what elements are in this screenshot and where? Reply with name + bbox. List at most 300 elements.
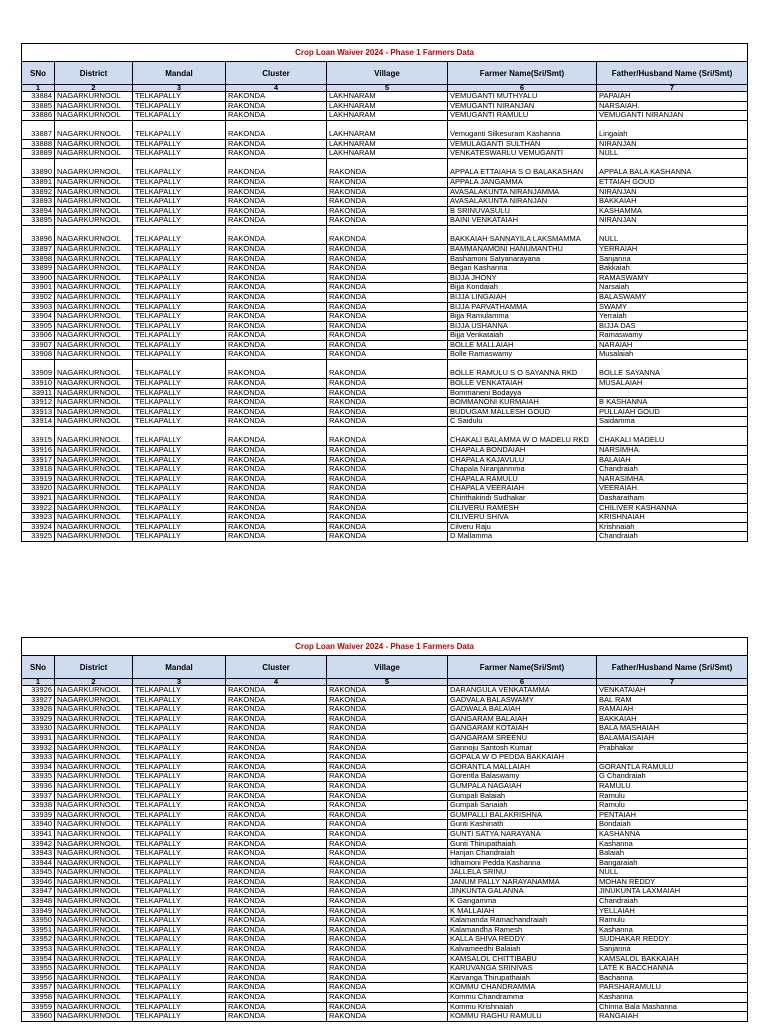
cell-sno: 33899 [22, 264, 55, 274]
cell-village: RAKONDA [327, 312, 448, 322]
cell-father-husband-name: Musalaiah [597, 350, 748, 360]
cell-village: RAKONDA [327, 791, 448, 801]
cell-mandal: TELKAPALLY [133, 350, 226, 360]
cell-sno: 33934 [22, 762, 55, 772]
col-number: 2 [55, 679, 133, 686]
cell-cluster: RAKONDA [226, 503, 327, 513]
cell-mandal: TELKAPALLY [133, 331, 226, 341]
cell-cluster: RAKONDA [226, 993, 327, 1003]
cell-mandal: TELKAPALLY [133, 197, 226, 207]
cell-mandal: TELKAPALLY [133, 407, 226, 417]
cell-sno: 33938 [22, 801, 55, 811]
table-row [22, 522, 748, 532]
cell-sno: 33907 [22, 340, 55, 350]
cell-father-husband-name: Chandraiah [597, 897, 748, 907]
cell-mandal: TELKAPALLY [133, 484, 226, 494]
cell-sno: 33956 [22, 973, 55, 983]
cell-cluster: RAKONDA [226, 273, 327, 283]
cell-village: LAKHNARAM [327, 92, 448, 102]
table-row [22, 244, 748, 254]
cell-farmer-name: AVASALAKUNTA NIRANJAN [448, 197, 597, 207]
cell-cluster: RAKONDA [226, 417, 327, 427]
table-row [22, 849, 748, 859]
cell-father-husband-name: VENKATAIAH [597, 686, 748, 696]
column-number-row [22, 85, 748, 92]
cell-village: RAKONDA [327, 801, 448, 811]
cell-farmer-name: GANGARAM SREENU [448, 733, 597, 743]
cell-father-husband-name: KASHANNA [597, 829, 748, 839]
cell-cluster: RAKONDA [226, 111, 327, 121]
cell-father-husband-name: GORANTLA RAMULU [597, 762, 748, 772]
cell-village: RAKONDA [327, 897, 448, 907]
table-row [22, 417, 748, 427]
cell-mandal: TELKAPALLY [133, 465, 226, 475]
cell-village: RAKONDA [327, 887, 448, 897]
cell-district: NAGARKURNOOL [55, 388, 133, 398]
cell-sno: 33927 [22, 695, 55, 705]
cell-farmer-name: Gumpali Balaiah [448, 791, 597, 801]
cell-father-husband-name: NULL [597, 868, 748, 878]
cell-district: NAGARKURNOOL [55, 925, 133, 935]
table-row [22, 484, 748, 494]
cell-village: RAKONDA [327, 772, 448, 782]
cell-father-husband-name: Ramulu [597, 791, 748, 801]
table-row [22, 791, 748, 801]
cell-village: RAKONDA [327, 388, 448, 398]
cell-district: NAGARKURNOOL [55, 772, 133, 782]
col-header-mandal: Mandal [133, 656, 226, 679]
cell-farmer-name: Kommu Chandramma [448, 993, 597, 1003]
cell-sno: 33901 [22, 283, 55, 293]
cell-village: RAKONDA [327, 331, 448, 341]
col-number: 2 [55, 85, 133, 92]
cell-cluster: RAKONDA [226, 120, 327, 139]
table-row [22, 494, 748, 504]
cell-sno: 33935 [22, 772, 55, 782]
cell-cluster: RAKONDA [226, 446, 327, 456]
cell-mandal: TELKAPALLY [133, 225, 226, 244]
table-row [22, 906, 748, 916]
cell-sno: 33943 [22, 849, 55, 859]
cell-sno: 33929 [22, 714, 55, 724]
cell-district: NAGARKURNOOL [55, 513, 133, 523]
table-row [22, 158, 748, 177]
cell-father-husband-name: PARSHARAMULU [597, 983, 748, 993]
cell-cluster: RAKONDA [226, 820, 327, 830]
cell-farmer-name: Chinthakindi Sudhakar [448, 494, 597, 504]
cell-sno: 33932 [22, 743, 55, 753]
cell-farmer-name: AVASALAKUNTA NIRANJAMMA [448, 187, 597, 197]
cell-district: NAGARKURNOOL [55, 906, 133, 916]
cell-farmer-name: Kalvameedhi Balaiah [448, 945, 597, 955]
table-row [22, 216, 748, 226]
cell-sno: 33921 [22, 494, 55, 504]
cell-sno: 33952 [22, 935, 55, 945]
cell-father-husband-name: NIRANJAN [597, 139, 748, 149]
cell-village: RAKONDA [327, 494, 448, 504]
cell-mandal: TELKAPALLY [133, 954, 226, 964]
cell-mandal: TELKAPALLY [133, 1002, 226, 1012]
table-row [22, 954, 748, 964]
cell-sno: 33884 [22, 92, 55, 102]
cell-mandal: TELKAPALLY [133, 714, 226, 724]
cell-village: RAKONDA [327, 187, 448, 197]
cell-cluster: RAKONDA [226, 829, 327, 839]
cell-sno: 33960 [22, 1012, 55, 1022]
col-number: 7 [597, 679, 748, 686]
cell-farmer-name: Idhamoni Pedda Kashanna [448, 858, 597, 868]
cell-village: RAKONDA [327, 877, 448, 887]
table-row [22, 187, 748, 197]
table-row [22, 714, 748, 724]
cell-mandal: TELKAPALLY [133, 772, 226, 782]
cell-farmer-name: KALLA SHIVA REDDY [448, 935, 597, 945]
cell-mandal: TELKAPALLY [133, 388, 226, 398]
cell-village: RAKONDA [327, 733, 448, 743]
cell-father-husband-name: Ramulu [597, 801, 748, 811]
table-row [22, 810, 748, 820]
cell-village: RAKONDA [327, 983, 448, 993]
cell-sno: 33887 [22, 120, 55, 139]
cell-village: RAKONDA [327, 705, 448, 715]
cell-cluster: RAKONDA [226, 302, 327, 312]
cell-sno: 33920 [22, 484, 55, 494]
cell-farmer-name: Gorentla Balaswamy [448, 772, 597, 782]
cell-father-husband-name: Prabhakar [597, 743, 748, 753]
cell-farmer-name: Bolle Ramaswamy [448, 350, 597, 360]
table-row [22, 302, 748, 312]
cell-farmer-name: Kalamandha Ramesh [448, 925, 597, 935]
cell-mandal: TELKAPALLY [133, 858, 226, 868]
cell-village: RAKONDA [327, 216, 448, 226]
cell-father-husband-name: BALAIAH [597, 455, 748, 465]
cell-sno: 33955 [22, 964, 55, 974]
cell-sno: 33898 [22, 254, 55, 264]
cell-district: NAGARKURNOOL [55, 407, 133, 417]
table-row [22, 379, 748, 389]
cell-farmer-name: Karvanga Thirupathaiah [448, 973, 597, 983]
cell-mandal: TELKAPALLY [133, 513, 226, 523]
cell-village: RAKONDA [327, 906, 448, 916]
cell-cluster: RAKONDA [226, 964, 327, 974]
cell-cluster: RAKONDA [226, 781, 327, 791]
table-row [22, 724, 748, 734]
cell-father-husband-name: NARSAIAH. [597, 101, 748, 111]
cell-farmer-name: K Gangamma [448, 897, 597, 907]
cell-cluster: RAKONDA [226, 743, 327, 753]
cell-cluster: RAKONDA [226, 695, 327, 705]
cell-district: NAGARKURNOOL [55, 686, 133, 696]
col-header-cluster: Cluster [226, 62, 327, 85]
table-title: Crop Loan Waiver 2024 - Phase 1 Farmers Data [22, 44, 748, 62]
col-header-mandal: Mandal [133, 62, 226, 85]
cell-farmer-name: DARANGULA VENKATAMMA [448, 686, 597, 696]
cell-mandal: TELKAPALLY [133, 120, 226, 139]
table-row [22, 292, 748, 302]
cell-mandal: TELKAPALLY [133, 187, 226, 197]
cell-father-husband-name: NARASIMHA [597, 474, 748, 484]
cell-mandal: TELKAPALLY [133, 398, 226, 408]
cell-cluster: RAKONDA [226, 484, 327, 494]
cell-mandal: TELKAPALLY [133, 177, 226, 187]
cell-district: NAGARKURNOOL [55, 993, 133, 1003]
cell-farmer-name: GUNTI SATYA NARAYANA [448, 829, 597, 839]
cell-district: NAGARKURNOOL [55, 877, 133, 887]
cell-cluster: RAKONDA [226, 791, 327, 801]
cell-village: RAKONDA [327, 474, 448, 484]
cell-village: RAKONDA [327, 522, 448, 532]
table-row [22, 283, 748, 293]
cell-mandal: TELKAPALLY [133, 993, 226, 1003]
cell-village: RAKONDA [327, 762, 448, 772]
cell-cluster: RAKONDA [226, 158, 327, 177]
cell-father-husband-name: NARSIMHA. [597, 446, 748, 456]
cell-mandal: TELKAPALLY [133, 139, 226, 149]
cell-farmer-name: Bijja Kondaiah [448, 283, 597, 293]
cell-sno: 33930 [22, 724, 55, 734]
cell-village: RAKONDA [327, 993, 448, 1003]
cell-mandal: TELKAPALLY [133, 762, 226, 772]
cell-farmer-name: VENKATESWARLU VEMUGANTI [448, 149, 597, 159]
table-row [22, 1002, 748, 1012]
cell-cluster: RAKONDA [226, 331, 327, 341]
cell-cluster: RAKONDA [226, 839, 327, 849]
cell-father-husband-name: KRISHNAIAH [597, 513, 748, 523]
cell-village: LAKHNARAM [327, 101, 448, 111]
table-row [22, 427, 748, 446]
cell-district: NAGARKURNOOL [55, 724, 133, 734]
cell-district: NAGARKURNOOL [55, 829, 133, 839]
col-header-father-husband-name: Father/Husband Name (Sri/Smt) [597, 656, 748, 679]
table-row [22, 820, 748, 830]
cell-cluster: RAKONDA [226, 206, 327, 216]
cell-district: NAGARKURNOOL [55, 216, 133, 226]
cell-mandal: TELKAPALLY [133, 695, 226, 705]
cell-father-husband-name: BALASWAMY [597, 292, 748, 302]
cell-sno: 33890 [22, 158, 55, 177]
table-row [22, 177, 748, 187]
cell-farmer-name: CHAPALA VEERAIAH [448, 484, 597, 494]
cell-district: NAGARKURNOOL [55, 149, 133, 159]
cell-cluster: RAKONDA [226, 858, 327, 868]
cell-village: RAKONDA [327, 398, 448, 408]
cell-district: NAGARKURNOOL [55, 158, 133, 177]
cell-village: LAKHNARAM [327, 111, 448, 121]
cell-farmer-name: GUMPALLI BALAKRISHNA [448, 810, 597, 820]
cell-district: NAGARKURNOOL [55, 417, 133, 427]
cell-mandal: TELKAPALLY [133, 973, 226, 983]
cell-father-husband-name: BALA MASHAIAH [597, 724, 748, 734]
cell-farmer-name: CILIVERU SHIVA [448, 513, 597, 523]
cell-father-husband-name: NULL [597, 149, 748, 159]
cell-cluster: RAKONDA [226, 474, 327, 484]
col-header-cluster: Cluster [226, 656, 327, 679]
cell-cluster: RAKONDA [226, 340, 327, 350]
cell-father-husband-name: YERRAIAH [597, 244, 748, 254]
cell-mandal: TELKAPALLY [133, 244, 226, 254]
cell-mandal: TELKAPALLY [133, 733, 226, 743]
cell-father-husband-name: KAMSALOL BAKKAIAH [597, 954, 748, 964]
cell-mandal: TELKAPALLY [133, 101, 226, 111]
table-row [22, 513, 748, 523]
cell-sno: 33909 [22, 360, 55, 379]
cell-mandal: TELKAPALLY [133, 292, 226, 302]
table-row [22, 197, 748, 207]
cell-mandal: TELKAPALLY [133, 945, 226, 955]
cell-mandal: TELKAPALLY [133, 935, 226, 945]
cell-village: RAKONDA [327, 407, 448, 417]
cell-district: NAGARKURNOOL [55, 340, 133, 350]
cell-cluster: RAKONDA [226, 897, 327, 907]
cell-father-husband-name: RAMASWAMY [597, 273, 748, 283]
cell-mandal: TELKAPALLY [133, 983, 226, 993]
cell-cluster: RAKONDA [226, 724, 327, 734]
cell-father-husband-name: Chinna Bala Mashanna [597, 1002, 748, 1012]
cell-sno: 33959 [22, 1002, 55, 1012]
cell-father-husband-name: MUSALAIAH [597, 379, 748, 389]
cell-sno: 33939 [22, 810, 55, 820]
cell-cluster: RAKONDA [226, 868, 327, 878]
cell-cluster: RAKONDA [226, 398, 327, 408]
data-sheet-1 [21, 43, 747, 542]
col-header-village: Village [327, 62, 448, 85]
cell-cluster: RAKONDA [226, 1012, 327, 1022]
cell-farmer-name: Gumpali Sanaiah [448, 801, 597, 811]
cell-district: NAGARKURNOOL [55, 954, 133, 964]
cell-mandal: TELKAPALLY [133, 868, 226, 878]
cell-farmer-name: Gannoju Santosh Kumar [448, 743, 597, 753]
table-row [22, 897, 748, 907]
cell-father-husband-name: CHILIVER KASHANNA [597, 503, 748, 513]
cell-cluster: RAKONDA [226, 925, 327, 935]
cell-village: RAKONDA [327, 820, 448, 830]
cell-mandal: TELKAPALLY [133, 906, 226, 916]
cell-father-husband-name: BIJJA DAS [597, 321, 748, 331]
col-number: 7 [597, 85, 748, 92]
cell-district: NAGARKURNOOL [55, 111, 133, 121]
cell-cluster: RAKONDA [226, 101, 327, 111]
cell-father-husband-name: Chandraiah [597, 465, 748, 475]
cell-village: RAKONDA [327, 177, 448, 187]
cell-mandal: TELKAPALLY [133, 887, 226, 897]
cell-mandal: TELKAPALLY [133, 379, 226, 389]
cell-father-husband-name: RAMAIAH [597, 705, 748, 715]
cell-village: RAKONDA [327, 302, 448, 312]
cell-farmer-name: Bijja Venkataiah [448, 331, 597, 341]
cell-mandal: TELKAPALLY [133, 427, 226, 446]
cell-father-husband-name: Bangaraiah [597, 858, 748, 868]
cell-sno: 33918 [22, 465, 55, 475]
cell-sno: 33915 [22, 427, 55, 446]
col-number: 5 [327, 679, 448, 686]
table-row [22, 983, 748, 993]
cell-farmer-name: BIJJA JHONY [448, 273, 597, 283]
cell-father-husband-name: BAKKAIAH [597, 197, 748, 207]
cell-cluster: RAKONDA [226, 1002, 327, 1012]
cell-mandal: TELKAPALLY [133, 522, 226, 532]
table-row [22, 149, 748, 159]
cell-sno: 33933 [22, 753, 55, 763]
cell-cluster: RAKONDA [226, 379, 327, 389]
cell-farmer-name: Bashamoni Satyanarayana [448, 254, 597, 264]
table-row [22, 120, 748, 139]
cell-father-husband-name: Dasharatham [597, 494, 748, 504]
cell-cluster: RAKONDA [226, 350, 327, 360]
cell-sno: 33893 [22, 197, 55, 207]
cell-district: NAGARKURNOOL [55, 791, 133, 801]
col-header-father-husband-name: Father/Husband Name (Sri/Smt) [597, 62, 748, 85]
cell-mandal: TELKAPALLY [133, 273, 226, 283]
cell-district: NAGARKURNOOL [55, 897, 133, 907]
cell-father-husband-name: Ramaswamy [597, 331, 748, 341]
col-number: 5 [327, 85, 448, 92]
cell-farmer-name: Cilveru Raju [448, 522, 597, 532]
cell-father-husband-name: CHAKALI MADELU [597, 427, 748, 446]
table-row [22, 839, 748, 849]
cell-farmer-name: CILIVERU RAMESH [448, 503, 597, 513]
cell-district: NAGARKURNOOL [55, 695, 133, 705]
cell-district: NAGARKURNOOL [55, 292, 133, 302]
cell-village: RAKONDA [327, 350, 448, 360]
cell-mandal: TELKAPALLY [133, 494, 226, 504]
cell-mandal: TELKAPALLY [133, 829, 226, 839]
table-row [22, 388, 748, 398]
cell-cluster: RAKONDA [226, 753, 327, 763]
cell-farmer-name: APPALA JANGAMMA [448, 177, 597, 187]
cell-village: RAKONDA [327, 340, 448, 350]
cell-village: RAKONDA [327, 273, 448, 283]
cell-mandal: TELKAPALLY [133, 686, 226, 696]
cell-mandal: TELKAPALLY [133, 321, 226, 331]
cell-father-husband-name: ETTAIAH GOUD [597, 177, 748, 187]
cell-father-husband-name: Sanjanna [597, 254, 748, 264]
cell-village: RAKONDA [327, 206, 448, 216]
cell-district: NAGARKURNOOL [55, 820, 133, 830]
cell-farmer-name: GANGARAM KOTAIAH [448, 724, 597, 734]
cell-farmer-name: Begari Kashanna [448, 264, 597, 274]
cell-district: NAGARKURNOOL [55, 705, 133, 715]
cell-district: NAGARKURNOOL [55, 484, 133, 494]
table-row [22, 340, 748, 350]
cell-mandal: TELKAPALLY [133, 705, 226, 715]
col-number: 4 [226, 679, 327, 686]
cell-village: RAKONDA [327, 724, 448, 734]
cell-village: RAKONDA [327, 254, 448, 264]
cell-farmer-name: BAINI VENKATAIAH [448, 216, 597, 226]
table-row [22, 360, 748, 379]
cell-cluster: RAKONDA [226, 465, 327, 475]
table-row [22, 993, 748, 1003]
table-body [22, 92, 748, 542]
col-header-sno: SNo [22, 62, 55, 85]
table-row [22, 705, 748, 715]
cell-district: NAGARKURNOOL [55, 753, 133, 763]
cell-cluster: RAKONDA [226, 733, 327, 743]
cell-sno: 33947 [22, 887, 55, 897]
cell-farmer-name: JANUM PALLY NARAYANAMMA [448, 877, 597, 887]
table-row [22, 92, 748, 102]
cell-cluster: RAKONDA [226, 916, 327, 926]
cell-mandal: TELKAPALLY [133, 1012, 226, 1022]
cell-sno: 33903 [22, 302, 55, 312]
cell-father-husband-name: Kashanna [597, 839, 748, 849]
cell-cluster: RAKONDA [226, 264, 327, 274]
cell-father-husband-name: PAPAIAH [597, 92, 748, 102]
cell-village: RAKONDA [327, 868, 448, 878]
cell-district: NAGARKURNOOL [55, 868, 133, 878]
cell-cluster: RAKONDA [226, 522, 327, 532]
cell-sno: 33937 [22, 791, 55, 801]
